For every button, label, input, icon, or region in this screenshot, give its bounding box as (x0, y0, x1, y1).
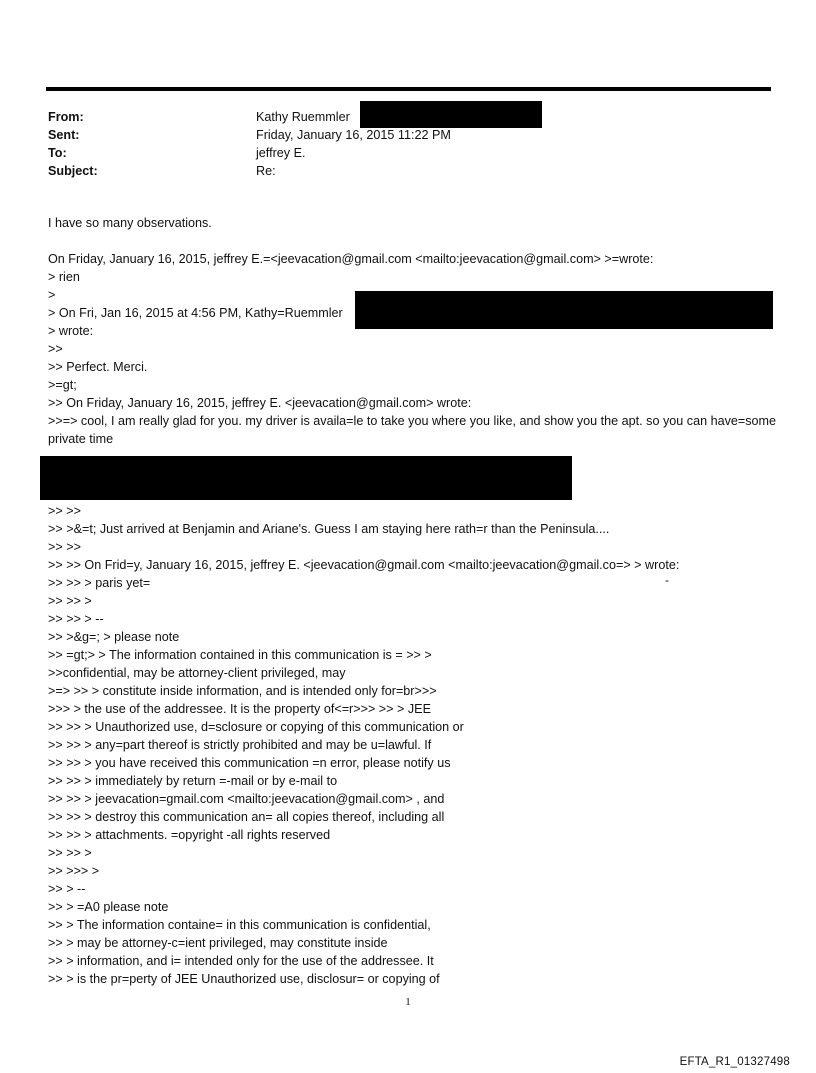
body-line: >> > may be attorney-c=ient privileged, may constitute inside (48, 936, 388, 950)
body-line: On Friday, January 16, 2015, jeffrey E.=<jeevacation@gmail.com <mailto:jeevacation@gmail.com> >=wrote: (48, 252, 654, 266)
body-line: >> >> (48, 504, 81, 518)
body-line: >> >> > jeevacation=gmail.com <mailto:jeevacation@gmail.com> , and (48, 792, 445, 806)
body-line: >> >> > you have received this communication =n error, please notify us (48, 756, 451, 770)
body-line: >> > information, and i= intended only for the use of the addressee. It (48, 954, 434, 968)
body-line: >> >> > immediately by return =-mail or by e-mail to (48, 774, 338, 788)
body-line: >> >> > -- (48, 612, 104, 626)
body-line: >> >&g=; > please note (48, 630, 180, 644)
body-line: >> > is the pr=perty of JEE Unauthorized use, disclosur= or copying of (48, 972, 440, 986)
body-line: >> >> On Frid=y, January 16, 2015, jeffrey E. <jeevacation@gmail.com <mailto:jeevacation@gmail.co=> > wrote: (48, 558, 680, 572)
body-line: >> (48, 342, 63, 356)
stray-mark: - (665, 573, 669, 587)
body-line: >>=> cool, I am really glad for you. my driver is availa=le to take you where you like, and show you the apt. so you can have=some private time (48, 414, 777, 446)
body-line: >> On Friday, January 16, 2015, jeffrey E. <jeevacation@gmail.com> wrote: (48, 396, 472, 410)
body-line: >> >> (48, 540, 81, 554)
sent-value: Friday, January 16, 2015 11:22 PM (256, 128, 451, 142)
body-line: >>> > the use of the addressee. It is the property of<=r>>> >> > JEE (48, 702, 431, 716)
body-line: >> >>> > (48, 864, 100, 878)
body-line: >> > The information containe= in this communication is confidential, (48, 918, 431, 932)
from-value: Kathy Ruemmler (256, 110, 350, 124)
redaction-quoted-block (40, 456, 572, 500)
body-line: >> >&=t; Just arrived at Benjamin and Ariane's. Guess I am staying here rath=r than the Peninsula.... (48, 522, 610, 536)
body-line: > (48, 288, 56, 302)
body-line: I have so many observations. (48, 216, 212, 230)
body-line: >> >> > any=part thereof is strictly prohibited and may be u=lawful. If (48, 738, 432, 752)
body-line: >> >> > attachments. =opyright -all rights reserved (48, 828, 331, 842)
email-body (48, 214, 778, 988)
header-rule (46, 87, 771, 91)
body-line: >> > -- (48, 882, 86, 896)
body-line: >> >> > destroy this communication an= all copies thereof, including all (48, 810, 445, 824)
body-line: >>confidential, may be attorney-client privileged, may (48, 666, 346, 680)
body-line: > wrote: (48, 324, 94, 338)
body-line: > rien (48, 270, 80, 284)
redaction-from-email (360, 101, 542, 128)
document-id: EFTA_R1_01327498 (679, 1056, 790, 1068)
body-line: >> =gt;> > The information contained in this communication is = >> > (48, 648, 432, 662)
body-line: >> >> > paris yet= (48, 576, 151, 590)
body-line (48, 232, 778, 250)
body-line: >> > =A0 please note (48, 900, 169, 914)
body-line: > On Fri, Jan 16, 2015 at 4:56 PM, Kathy=Ruemmler (48, 306, 343, 320)
to-value: jeffrey E. (256, 146, 306, 160)
body-line: >=> >> > constitute inside information, and is intended only for=br>>> (48, 684, 437, 698)
sent-label: Sent: (48, 128, 80, 142)
from-label: From: (48, 110, 84, 124)
subject-label: Subject: (48, 164, 98, 178)
page-number: 1 (405, 996, 411, 1008)
body-line: >> >> > (48, 846, 92, 860)
to-label: To: (48, 146, 67, 160)
redaction-sender-address (355, 291, 773, 329)
subject-value: Re: (256, 164, 276, 178)
body-line: >> >> > Unauthorized use, d=sclosure or copying of this communication or (48, 720, 464, 734)
body-line: >=gt; (48, 378, 77, 392)
body-line: >> Perfect. Merci. (48, 360, 148, 374)
body-line: >> >> > (48, 594, 92, 608)
